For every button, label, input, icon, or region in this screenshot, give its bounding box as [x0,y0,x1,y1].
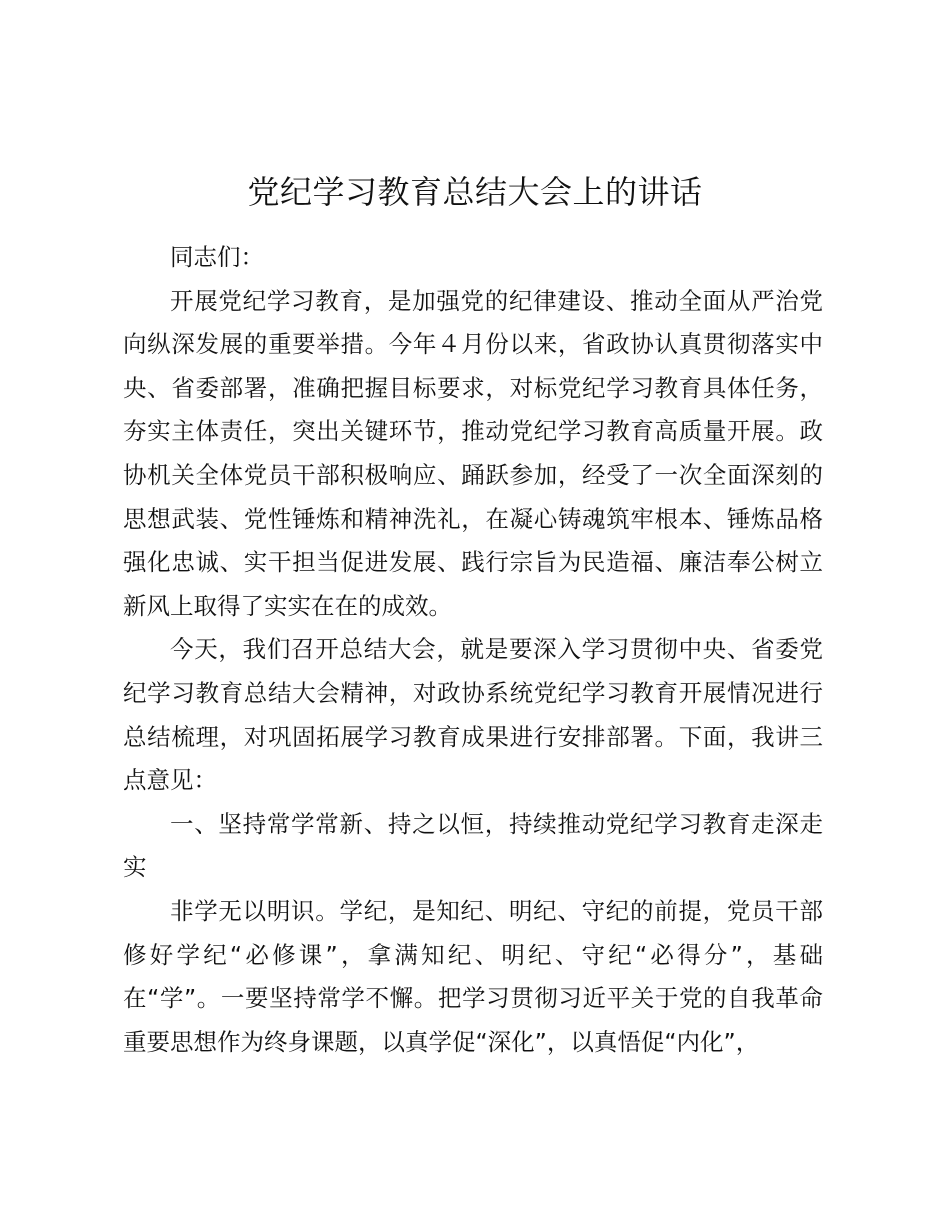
document-title: 党纪学习教育总结大会上的讲话 [247,173,703,211]
section-paragraph-1: 非学无以明识。学纪，是知纪、明纪、守纪的前提，党员干部修好学纪“必修课”，拿满知纪、明纪、守纪“必得分”，基础在“学”。一要坚持常学不懈。把学习贯彻习近平关于党的自我革命重要思想作为终身课题，以真学促“深化”，以真悟促“内化”， [123,896,823,1056]
section-heading-1: 一、坚持常学常新、持之以恒，持续推动党纪学习教育走深走实 [123,809,823,882]
salutation: 同志们： [170,243,264,271]
paragraph-2: 今天，我们召开总结大会，就是要深入学习贯彻中央、省委党纪学习教育总结大会精神，对政协系统党纪学习教育开展情况进行总结梳理，对巩固拓展学习教育成果进行安排部署。下面，我讲三点意见： [123,635,823,795]
paragraph-1: 开展党纪学习教育，是加强党的纪律建设、推动全面从严治党向纵深发展的重要举措。今年４月份以来，省政协认真贯彻落实中央、省委部署，准确把握目标要求，对标党纪学习教育具体任务，夯实主体责任，突出关键环节，推动党纪学习教育高质量开展。政协机关全体党员干部积极响应、踊跃参加，经受了一次全面深刻的思想武装、党性锤炼和精神洗礼，在凝心铸魂筑牢根本、锤炼品格强化忠诚、实干担当促进发展、践行宗旨为民造福、廉洁奉公树立新风上取得了实实在在的成效。 [123,286,823,620]
document-body [123,236,823,1064]
